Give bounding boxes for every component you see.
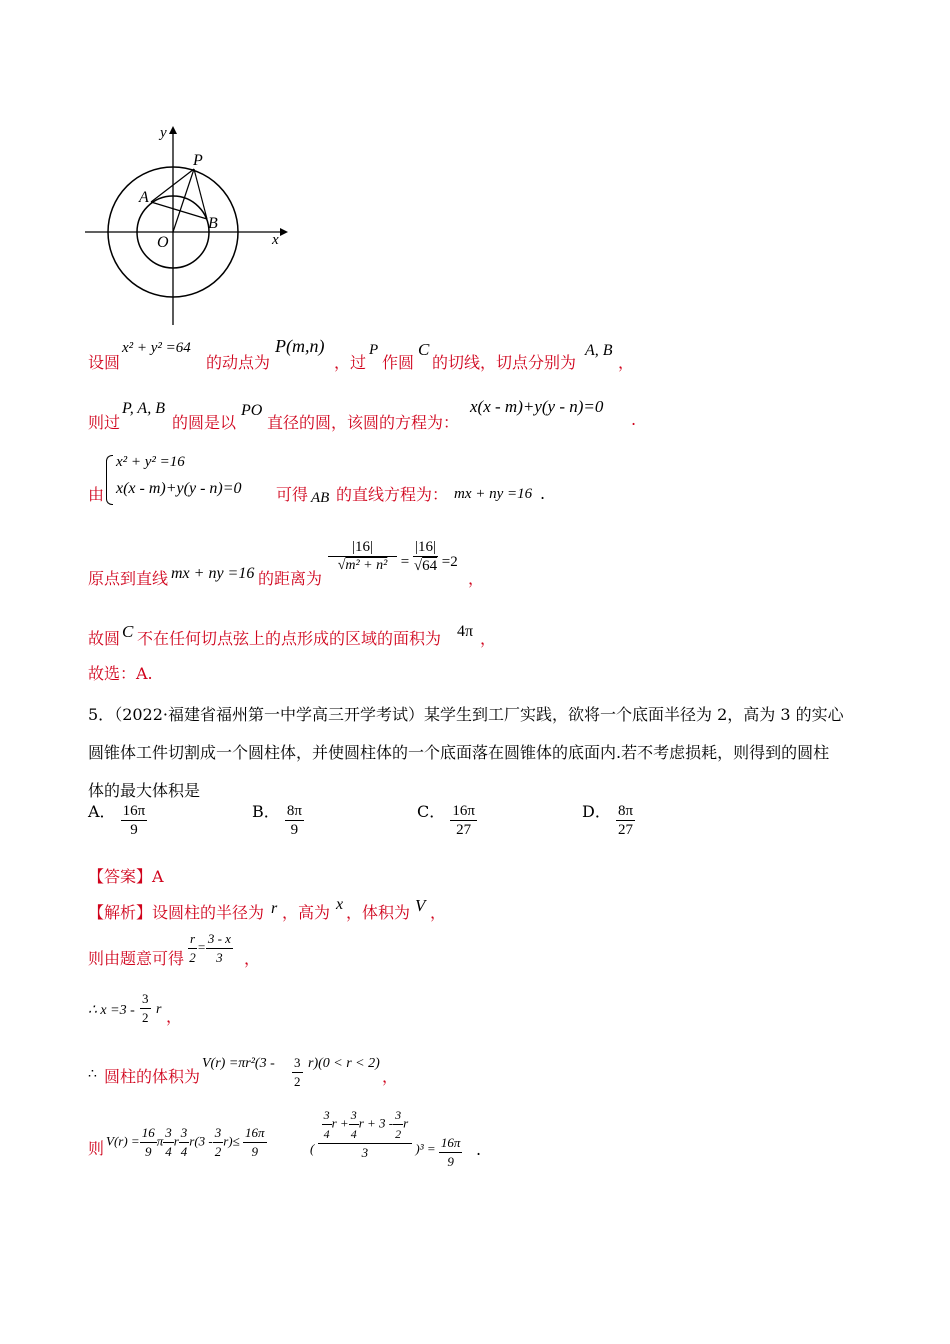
frac-num: r xyxy=(188,930,197,949)
text: 的圆是以 xyxy=(172,413,237,432)
math-PAB: P, A, B xyxy=(122,400,165,417)
option-num: 16π xyxy=(452,803,475,819)
option-label: B． xyxy=(252,802,280,821)
y-axis-arrow xyxy=(169,126,177,134)
text: 作圆 xyxy=(382,353,415,372)
math-amgm xyxy=(310,1106,462,1169)
big-frac-num xyxy=(318,1106,413,1144)
problem-number: 5． xyxy=(88,705,115,724)
text: 故圆 xyxy=(88,629,121,648)
text: ，过 xyxy=(334,353,367,372)
math-system-eq1: x² + y² =16 xyxy=(116,454,185,470)
therefore-symbol: ∴ xyxy=(88,1066,97,1082)
system-brace xyxy=(106,455,113,505)
math-system-eq2: x(x - m)+y(y - n)=0 xyxy=(116,480,242,497)
math-AB: AB xyxy=(311,490,330,506)
math-C: C xyxy=(418,340,430,359)
frac-den: 4 xyxy=(323,1127,330,1141)
expr: r + 3 - xyxy=(358,1115,394,1131)
text: . xyxy=(540,484,546,503)
label-y: y xyxy=(160,125,167,141)
math-domain: r)(0 < r < 2) xyxy=(308,1056,380,1071)
option-den: 27 xyxy=(456,822,472,838)
chord-AB xyxy=(151,202,207,219)
frac-num: |16| xyxy=(414,539,436,555)
frac-den: 9 xyxy=(144,1144,152,1159)
frac-den: 2 xyxy=(189,950,196,965)
frac-num: 3 xyxy=(349,1106,359,1125)
result: =2 xyxy=(441,554,458,570)
math-point-P: P(m,n) xyxy=(275,336,325,356)
frac-den: 9 xyxy=(251,1144,259,1159)
label-B: B xyxy=(208,215,218,232)
text: 由 xyxy=(88,485,105,504)
math-P: P xyxy=(369,342,379,358)
problem-text-3: 体的最大体积是 xyxy=(88,781,201,800)
options-row xyxy=(88,802,688,852)
expr: ( xyxy=(310,1140,315,1156)
option-den: 27 xyxy=(617,822,633,838)
frac-num: 3 xyxy=(393,1106,403,1125)
radicand: 64 xyxy=(422,558,438,574)
frac-num: 3 xyxy=(179,1124,190,1143)
math-inequality xyxy=(106,1124,267,1161)
equals: = xyxy=(197,939,206,955)
problem-text-1: （2022·福建省福州第一中学高三开学考试）某学生到工厂实践，欲将一个底面半径为 2，高为 3 的实心 xyxy=(114,705,844,724)
expr: r xyxy=(403,1115,409,1131)
math-r: r xyxy=(271,900,278,917)
option-label: D． xyxy=(582,802,611,821)
text: 的距离为 xyxy=(258,569,323,588)
text: ，高为 xyxy=(282,903,331,922)
math-circle-eq: x² + y² =64 xyxy=(122,340,191,356)
frac-den: √64 xyxy=(413,558,438,574)
frac-den: 2 xyxy=(142,1010,149,1025)
expr: r(3 - xyxy=(189,1133,213,1149)
option-label: A． xyxy=(88,802,116,821)
frac-den: 2 xyxy=(214,1144,222,1159)
frac-den: 4 xyxy=(165,1144,172,1159)
frac-num: 3 xyxy=(322,1106,332,1125)
text: 则由题意可得 xyxy=(88,949,185,968)
expr: V(r) = xyxy=(106,1133,140,1149)
option-num: 8π xyxy=(286,803,302,819)
option-D[interactable] xyxy=(582,802,635,839)
text: . xyxy=(476,1140,482,1159)
text: ， xyxy=(468,569,485,588)
distance-fraction xyxy=(328,538,458,575)
tangent-PB xyxy=(194,169,207,219)
option-den: 9 xyxy=(290,822,299,838)
text: 直径的圆，该圆的方程为： xyxy=(267,413,460,432)
text: ， xyxy=(430,903,447,922)
expr: r + xyxy=(331,1115,349,1131)
frac-den: 9 xyxy=(447,1153,454,1169)
math-line: mx + ny =16 xyxy=(171,565,255,582)
analysis-tag: 【解析】 xyxy=(88,903,153,922)
option-num: 16π xyxy=(122,803,146,819)
frac-den: 2 xyxy=(395,1127,402,1141)
text: ，体积为 xyxy=(346,903,411,922)
text: ， xyxy=(480,629,497,648)
math-volume: V(r) =πr²(3 - xyxy=(202,1056,275,1071)
option-B[interactable] xyxy=(252,802,304,839)
expr: π xyxy=(156,1133,164,1149)
text: 圆柱的体积为 xyxy=(104,1067,201,1086)
label-P: P xyxy=(193,152,203,169)
solution-conclusion: 故选：A. xyxy=(88,664,153,683)
math-chord-line: mx + ny =16 xyxy=(454,486,533,502)
text: . xyxy=(631,410,637,429)
label-A: A xyxy=(139,189,149,206)
frac-num: 3 xyxy=(140,990,151,1009)
frac-num: 16 xyxy=(140,1124,157,1143)
frac-num: 3 xyxy=(292,1054,303,1073)
equals: = xyxy=(400,554,410,570)
text: ， xyxy=(382,1067,399,1086)
answer-tag: 【答案】A xyxy=(88,867,164,886)
x-axis-arrow xyxy=(280,228,288,236)
big-frac-den: 3 xyxy=(361,1145,369,1160)
expr: )³ = xyxy=(415,1140,436,1156)
frac-num: 16π xyxy=(243,1124,267,1143)
math-area: 4π xyxy=(457,623,474,640)
radicand: m² + n² xyxy=(345,558,388,573)
frac-den: 3 xyxy=(216,950,223,965)
math-r: r xyxy=(156,1002,162,1017)
frac-num: 3 xyxy=(213,1124,224,1143)
frac-den: 2 xyxy=(294,1074,301,1089)
math-circle-PO-eq: x(x - m)+y(y - n)=0 xyxy=(470,397,604,416)
math-AB: A, B xyxy=(585,342,613,359)
math-V: V xyxy=(415,896,426,915)
text: ， xyxy=(244,949,261,968)
option-C[interactable] xyxy=(417,802,477,839)
text: ， xyxy=(618,353,635,372)
label-O: O xyxy=(157,234,169,251)
text: 的直线方程为： xyxy=(336,485,449,504)
text: 的动点为 xyxy=(206,353,271,372)
option-label: C． xyxy=(417,802,446,821)
math-x: x xyxy=(336,896,344,913)
frac-num: 16π xyxy=(439,1134,463,1153)
frac-den: 4 xyxy=(350,1127,357,1141)
circle-tangent-figure xyxy=(80,120,290,330)
expr: r xyxy=(173,1133,179,1149)
frac-num: |16| xyxy=(328,538,397,557)
text: 可得 xyxy=(276,485,309,504)
frac-den: 4 xyxy=(180,1144,188,1159)
text: 的切线，切点分别为 xyxy=(432,353,577,372)
math-C: C xyxy=(122,622,134,641)
text: 设圆 xyxy=(88,353,121,372)
frac-num: 3 xyxy=(163,1124,174,1143)
text: 则过 xyxy=(88,413,121,432)
problem-text-2: 圆锥体工件切割成一个圆柱体，并使圆柱体的一个底面落在圆锥体的底面内.若不考虑损耗，则得到的圆柱 xyxy=(88,743,830,762)
problem-5 xyxy=(88,696,844,810)
text: 则 xyxy=(88,1139,105,1158)
option-A[interactable] xyxy=(88,802,147,839)
option-den: 9 xyxy=(130,822,138,838)
math-x-expr: ∴ x =3 - xyxy=(88,1003,135,1018)
text: 设圆柱的半径为 xyxy=(152,903,265,922)
text: 原点到直线 xyxy=(88,569,169,588)
frac-num: 3 - x xyxy=(206,930,233,949)
frac-den: √m² + n² xyxy=(337,558,388,573)
label-x: x xyxy=(272,232,279,248)
text: 不在任何切点弦上的点形成的区域的面积为 xyxy=(137,629,442,648)
expr: r)≤ xyxy=(223,1133,240,1149)
text: ， xyxy=(166,1007,183,1026)
math-PO: PO xyxy=(241,402,263,419)
option-num: 8π xyxy=(617,803,634,819)
